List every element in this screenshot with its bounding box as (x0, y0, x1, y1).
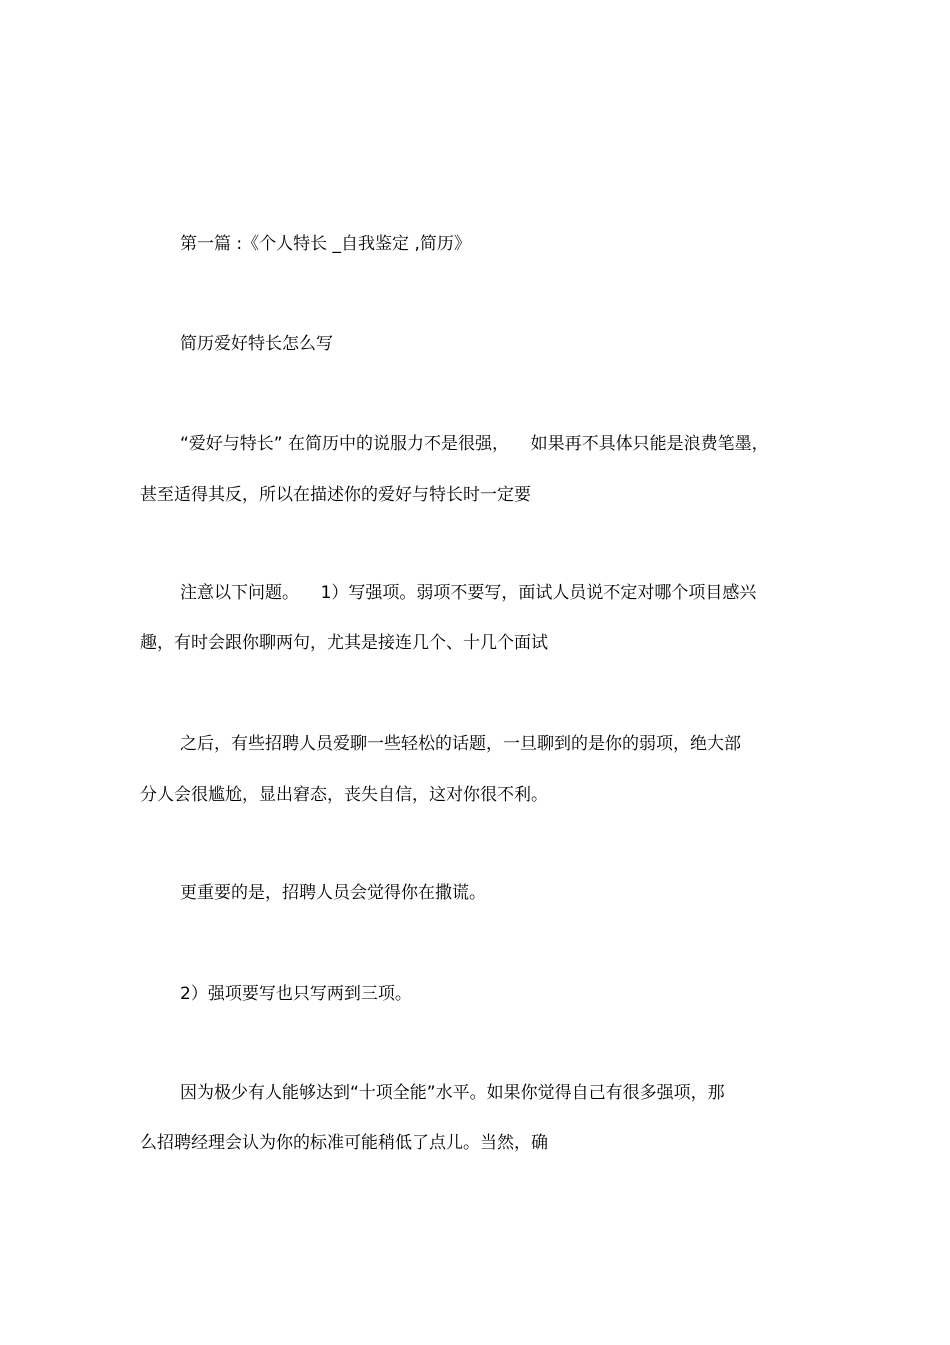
paragraph-line: 甚至适得其反，所以在描述你的爱好与特长时一定要 (140, 485, 531, 505)
document-title: 第一篇 :《个人特长 _自我鉴定 ,简历》 (180, 234, 471, 254)
paragraph-line: 更重要的是，招聘人员会觉得你在撒谎。 (180, 883, 486, 903)
paragraph-line: 趣，有时会跟你聊两句，尤其是接连几个、十几个面试 (140, 633, 548, 653)
document-subtitle: 简历爱好特长怎么写 (180, 334, 333, 354)
paragraph-line: 因为极少有人能够达到“十项全能”水平。如果你觉得自己有很多强项，那 (180, 1083, 725, 1103)
paragraph-line: 分人会很尴尬，显出窘态，丧失自信，这对你很不利。 (140, 785, 548, 805)
paragraph-line: 注意以下问题。 1）写强项。弱项不要写，面试人员说不定对哪个项目感兴 (180, 583, 757, 603)
paragraph-line: 之后，有些招聘人员爱聊一些轻松的话题，一旦聊到的是你的弱项，绝大部 (180, 734, 741, 754)
paragraph-line: 么招聘经理会认为你的标准可能稍低了点儿。当然，确 (140, 1133, 548, 1153)
paragraph-line: 2）强项要写也只写两到三项。 (180, 984, 412, 1004)
paragraph-line: “爱好与特长” 在简历中的说服力不是很强， 如果再不具体只能是浪费笔墨， (180, 434, 769, 454)
